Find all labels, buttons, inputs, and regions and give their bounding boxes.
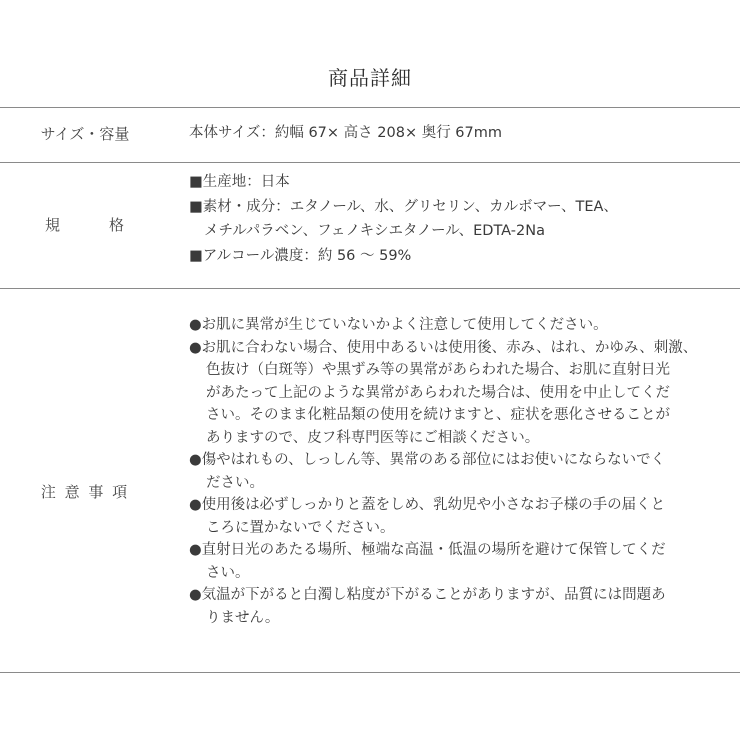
caution-line: ださい。 — [206, 474, 264, 491]
caution-line: ●傷やはれもの、しっしん等、異常のある部位にはお使いにならないでく — [189, 452, 666, 468]
caution-item — [189, 449, 724, 494]
spec-row-value — [189, 170, 724, 268]
caution-item — [189, 584, 724, 629]
caution-item — [189, 337, 724, 450]
size-row-value — [189, 122, 724, 145]
caution-item — [189, 314, 724, 337]
divider-bottom — [0, 672, 740, 673]
spec-row-label: 規 格 — [44, 216, 125, 234]
caution-item — [189, 539, 724, 584]
divider-top — [0, 107, 740, 108]
caution-row-value — [189, 314, 724, 629]
caution-item — [189, 494, 724, 539]
spec-line: ■素材・成分：エタノール、水、グリセリン、カルボマー、TEA、 — [189, 198, 618, 215]
size-row-label: サイズ・容量 — [40, 125, 130, 143]
spec-line: メチルパラベン、フェノキシエタノール、EDTA-2Na — [204, 223, 545, 239]
divider-spec — [0, 288, 740, 289]
page-title: 商品詳細 — [328, 66, 412, 90]
caution-line: ●お肌に合わない場合、使用中あるいは使用後、赤み、はれ、かゆみ、刺激、 — [189, 339, 698, 356]
caution-line: 色抜け（白斑等）や黒ずみ等の異常があらわれた場合、お肌に直射日光 — [206, 362, 670, 378]
caution-line: があたって上記のような異常があらわれた場合は、使用を中止してくだ — [206, 384, 670, 401]
caution-line: りません。 — [206, 609, 280, 626]
size-value-text: 本体サイズ：約幅 67× 高さ 208× 奥行 67mm — [189, 125, 503, 141]
caution-line: ●お肌に異常が生じていないかよく注意して使用してください。 — [189, 317, 608, 333]
caution-line: ●直射日光のあたる場所、極端な高温・低温の場所を避けて保管してくだ — [189, 542, 666, 558]
caution-line: さい。 — [206, 564, 250, 581]
spec-line: ■生産地：日本 — [189, 174, 290, 190]
caution-row-label: 注 意 事 項 — [40, 483, 130, 501]
caution-line: ありますので、皮フ科専門医等にご相談ください。 — [206, 429, 540, 446]
caution-line: ころに置かないでください。 — [206, 519, 395, 536]
spec-line: ■アルコール濃度：約 56 ～ 59% — [189, 247, 412, 264]
caution-line: ●使用後は必ずしっかりと蓋をしめ、乳幼児や小さなお子様の手の届くと — [189, 497, 666, 513]
divider-size — [0, 162, 740, 163]
caution-line: さい。そのまま化粧品類の使用を続けますと、症状を悪化させることが — [206, 407, 670, 423]
caution-line: ●気温が下がると白濁し粘度が下がることがありますが、品質には問題あ — [189, 587, 666, 603]
